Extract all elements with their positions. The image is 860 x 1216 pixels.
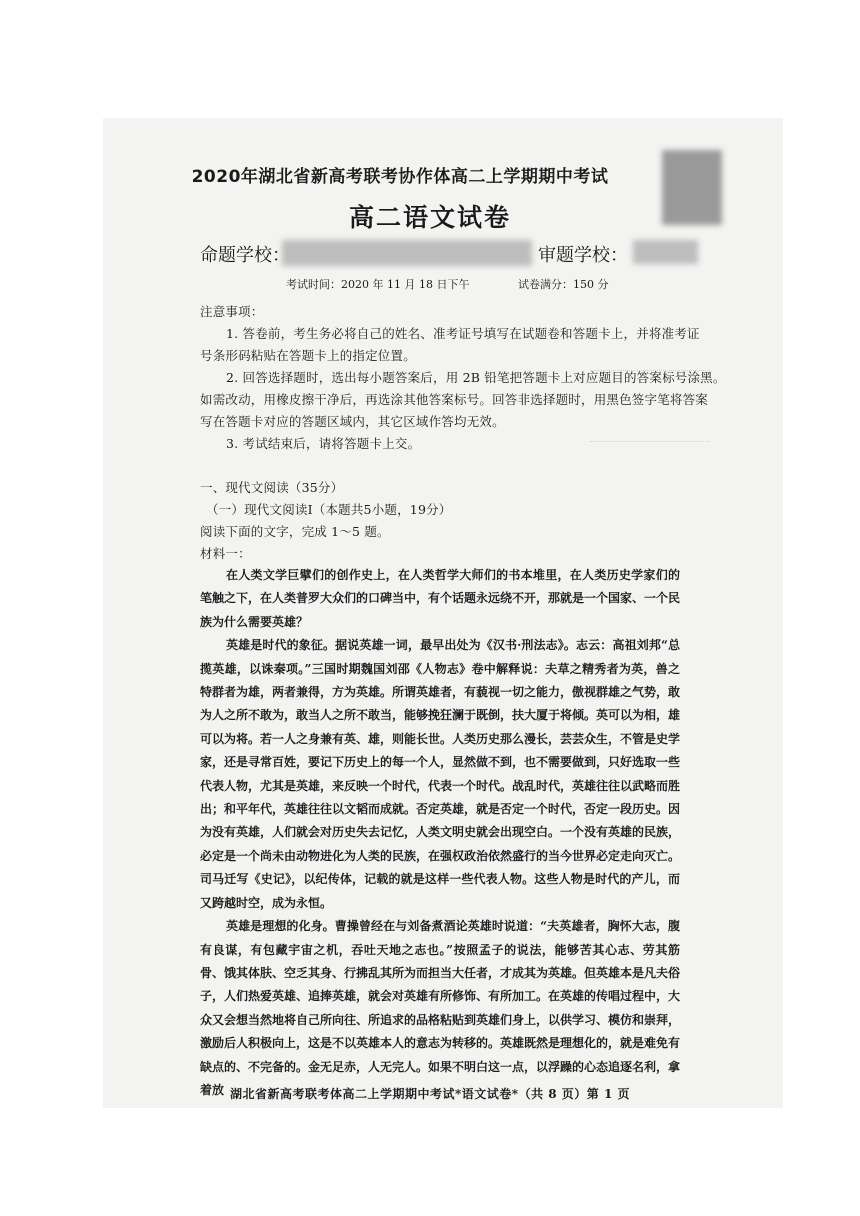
material-label: 材料一： [200, 546, 251, 561]
proposer-school-label: 命题学校： [200, 245, 290, 266]
section-sub-heading: （一）现代文阅读Ⅰ（本题共5小题，19分） [206, 502, 452, 517]
exam-time: 考试时间：2020 年 11 月 18 日下午 [286, 278, 470, 291]
reviewer-school-label: 审题学校： [538, 245, 628, 266]
notice-item-3: 3. 考试结束后，请将答题卡上交。 [226, 436, 421, 451]
page-footer: 湖北省新高考联考体高二上学期期中考试*语文试卷*（共 8 页）第 1 页 [230, 1087, 630, 1101]
exam-title: 2020年湖北省新高考联考协作体高二上学期期中考试 [191, 167, 609, 187]
section-heading: 一、现代文阅读（35分） [200, 480, 344, 495]
full-score: 试卷满分：150 分 [518, 278, 609, 291]
notice-item-2-line-3: 写在答题卡对应的答题区域内，其它区域作答均无效。 [200, 414, 505, 429]
article-paragraph-2: 英雄是时代的象征。据说英雄一词，最早出处为《汉书·刑法志》。志云：高祖刘邦“总揽英雄，以诛秦项。”三国时期魏国刘邵《人物志》卷中解释说：夫草之精秀者为英，兽之特群者为雄，两者兼得，方为英雄。所谓英雄者，有藐视一切之能力，傲视群雄之气势，敢为人之所不敢为，敢当人之所不敢当，能够挽狂澜于既倒，扶大厦于将倾。英可以为相，雄可以为将。若一人之身兼有英、雄，则能长世。人类历史那么漫长，芸芸众生，不管是史学家，还是寻常百姓，要记下历史上的每一个人，显然做不到，也不需要做到，只好选取一些代表人物，尤其是英雄，来反映一个时代，代表一个时代。战乱时代，英雄往往以武略而胜出；和平年代，英雄往往以文韬而成就。否定英雄，就是否定一个时代，否定一段历史。因为没有英雄，人们就会对历史失去记忆，人类文明史就会出现空白。一个没有英雄的民族，必定是一个尚未由动物进化为人类的民族，在强权政治依然盛行的当今世界必定走向灭亡。司马迁写《史记》，以纪传体，记载的就是这样一些代表人物。这些人物是时代的产儿，而又跨越时空，成为永恒。 [200, 638, 681, 910]
notice-heading: 注意事项： [200, 304, 264, 319]
article-body [200, 564, 680, 1102]
notice-item-2-line-1: 2. 回答选择题时，选出每小题答案后，用 2B 铅笔把答题卡上对应题目的答案标号涂黑。 [226, 370, 726, 385]
notice-item-1-line-1: 1. 答卷前，考生务必将自己的姓名、准考证号填写在试题卷和答题卡上，并将准考证 [226, 326, 700, 341]
notice-item-2-line-2: 如需改动，用橡皮擦干净后，再选涂其他答案标号。回答非选择题时，用黑色签字笔将答案 [200, 392, 709, 407]
article-paragraph-1: 在人类文学巨擘们的创作史上，在人类哲学大师们的书本堆里，在人类历史学家们的笔触之下，在人类普罗大众们的口碑当中，有个话题永远绕不开，那就是一个国家、一个民族为什么需要英雄？ [200, 568, 681, 629]
notice-item-1-line-2: 号条形码粘贴在答题卡上的指定位置。 [200, 348, 416, 363]
school-row [200, 241, 760, 271]
article-paragraph-3: 英雄是理想的化身。曹操曾经在与刘备煮酒论英雄时说道：“夫英雄者，胸怀大志，腹有良谋，有包藏宇宙之机，吞吐天地之志也。”按照孟子的说法，能够苦其心志、劳其筋骨、饿其体肤、空乏其身、行拂乱其所为而担当大任者，才成其为英雄。但英雄本是凡夫俗子，人们热爱英雄、追捧英雄，就会对英雄有所修饰、有所加工。在英雄的传唱过程中，大众又会想当然地将自己所向往、所追求的品格粘贴到英雄们身上，以供学习、模仿和崇拜，激励后人积极向上，这是不以英雄本人的意志为转移的。英雄既然是理想化的，就是难免有缺点的、不完备的。金无足赤，人无完人。如果不明白这一点，以浮躁的心态追逐名利，拿着放 [200, 919, 681, 1097]
section-instruction: 阅读下面的文字，完成 1～5 题。 [200, 524, 390, 539]
subject-title: 高二语文试卷 [348, 203, 511, 232]
